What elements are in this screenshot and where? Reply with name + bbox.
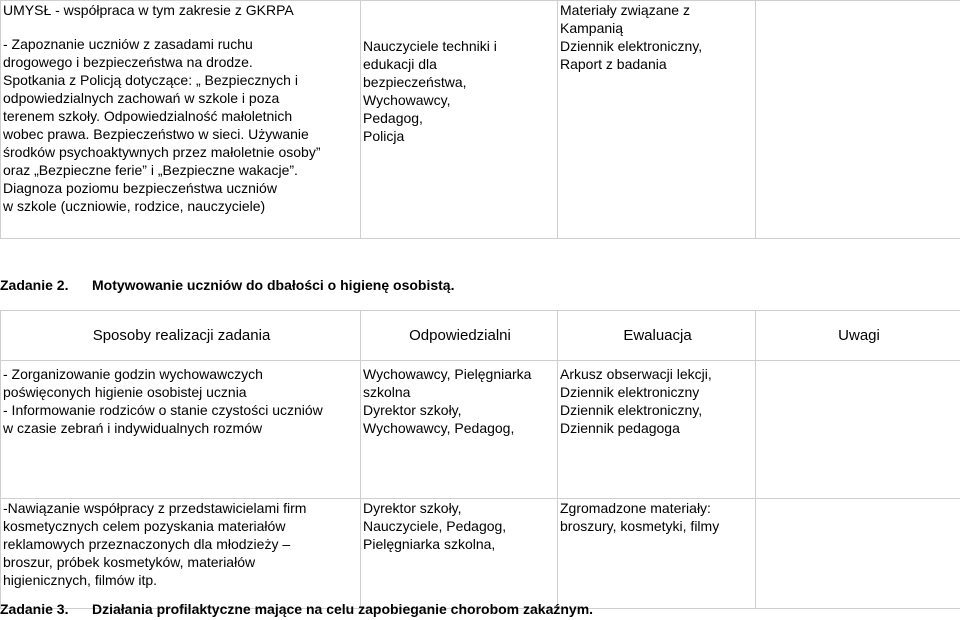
text-line: reklamowych przeznaczonych dla młodzieży – [3,536,291,552]
evaluation-cell [558,361,756,499]
notes-cell [756,1,960,239]
text-line: Wychowawcy, [363,92,451,108]
notes-cell [756,499,960,609]
text-line: Arkusz obserwacji lekcji, [560,366,712,382]
text-line: Dziennik elektroniczny [560,384,700,400]
text-line: Raport z badania [560,56,667,72]
responsible-cell [361,1,558,239]
column-header: Ewaluacja [558,311,756,361]
task-title: Motywowanie uczniów do dbałości o higienę osobistą. [92,277,455,293]
text-line: broszur, próbek kosmetyków, materiałów [3,554,256,570]
column-header: Uwagi [756,311,960,361]
methods-cell [1,361,361,499]
text-line: Pedagog, [363,110,423,126]
text-line: Spotkania z Policją dotyczące: „ Bezpiecznych i [3,72,298,88]
text-line: bezpieczeństwa, [363,74,467,90]
text-line: UMYSŁ - współpraca w tym zakresie z GKRPA [3,2,294,18]
text-line: Dziennik pedagoga [560,420,680,436]
text-line: drogowego i bezpieczeństwa na drodze. [3,54,253,70]
text-line: w szkole (uczniowie, rodzice, nauczyciele) [3,198,266,214]
table-row [1,499,960,609]
text-line: środków psychoaktywnych przez małoletnie osoby” [3,144,321,160]
text-line: odpowiedzialnych zachowań w szkole i poza [3,90,280,106]
text-line: -Nawiązanie współpracy z przedstawicielami firm [3,500,307,516]
text-line: Wychowawcy, Pielęgniarka [363,366,532,382]
task-3-heading [0,600,593,618]
task-title: Działania profilaktyczne mające na celu zapobieganie chorobom zakaźnym. [92,601,594,617]
text-line: higienicznych, filmów itp. [3,572,158,588]
text-line: Materiały związane z [560,2,690,18]
text-line: w czasie zebrań i indywidualnych rozmów [3,420,263,436]
table-row [1,1,960,239]
table-row [1,361,960,499]
text-line: Nauczyciele, Pedagog, [363,518,507,534]
evaluation-cell [558,499,756,609]
text-line: Nauczyciele techniki i [363,38,497,54]
text-line: kosmetycznych celem pozyskania materiałów [3,518,286,534]
text-line: Policja [363,128,405,144]
text-line: szkolna [363,384,411,400]
text-line: poświęconych higienie osobistej ucznia [3,384,247,400]
task-label: Zadanie 2. [0,277,69,293]
text-line: Dziennik elektroniczny, [560,402,703,418]
text-line: - Zapoznanie uczniów z zasadami ruchu [3,36,253,52]
methods-cell [1,499,361,609]
text-line: Dziennik elektroniczny, [560,38,703,54]
text-line: - Zorganizowanie godzin wychowawczych [3,366,263,382]
task-2-heading [0,276,454,294]
table-header-row [1,311,960,361]
text-line: edukacji dla [363,56,437,72]
methods-cell [1,1,361,239]
text-line: Zgromadzone materiały: [560,500,711,516]
text-line: wobec prawa. Bezpieczeństwo w sieci. Używanie [3,126,309,142]
text-line: Dyrektor szkoły, [363,402,462,418]
text-line: broszury, kosmetyki, filmy [560,518,720,534]
text-line: Wychowawcy, Pedagog, [363,420,515,436]
text-line: Kampanią [560,20,624,36]
tasks-table-top [0,0,960,239]
responsible-cell [361,361,558,499]
text-line: oraz „Bezpieczne ferie” i „Bezpieczne wakacje”. [3,162,298,178]
notes-cell [756,361,960,499]
task-label: Zadanie 3. [0,601,69,617]
text-line: Pielęgniarka szkolna, [363,536,496,552]
evaluation-cell [558,1,756,239]
column-header: Odpowiedzialni [361,311,558,361]
column-header: Sposoby realizacji zadania [1,311,361,361]
responsible-cell [361,499,558,609]
text-line: Dyrektor szkoły, [363,500,462,516]
text-line: terenem szkoły. Odpowiedzialność małoletnich [3,108,293,124]
text-line: Diagnoza poziomu bezpieczeństwa uczniów [3,180,277,196]
text-line: - Informowanie rodziców o stanie czystości uczniów [3,402,323,418]
tasks-table-hygiene [0,310,960,609]
